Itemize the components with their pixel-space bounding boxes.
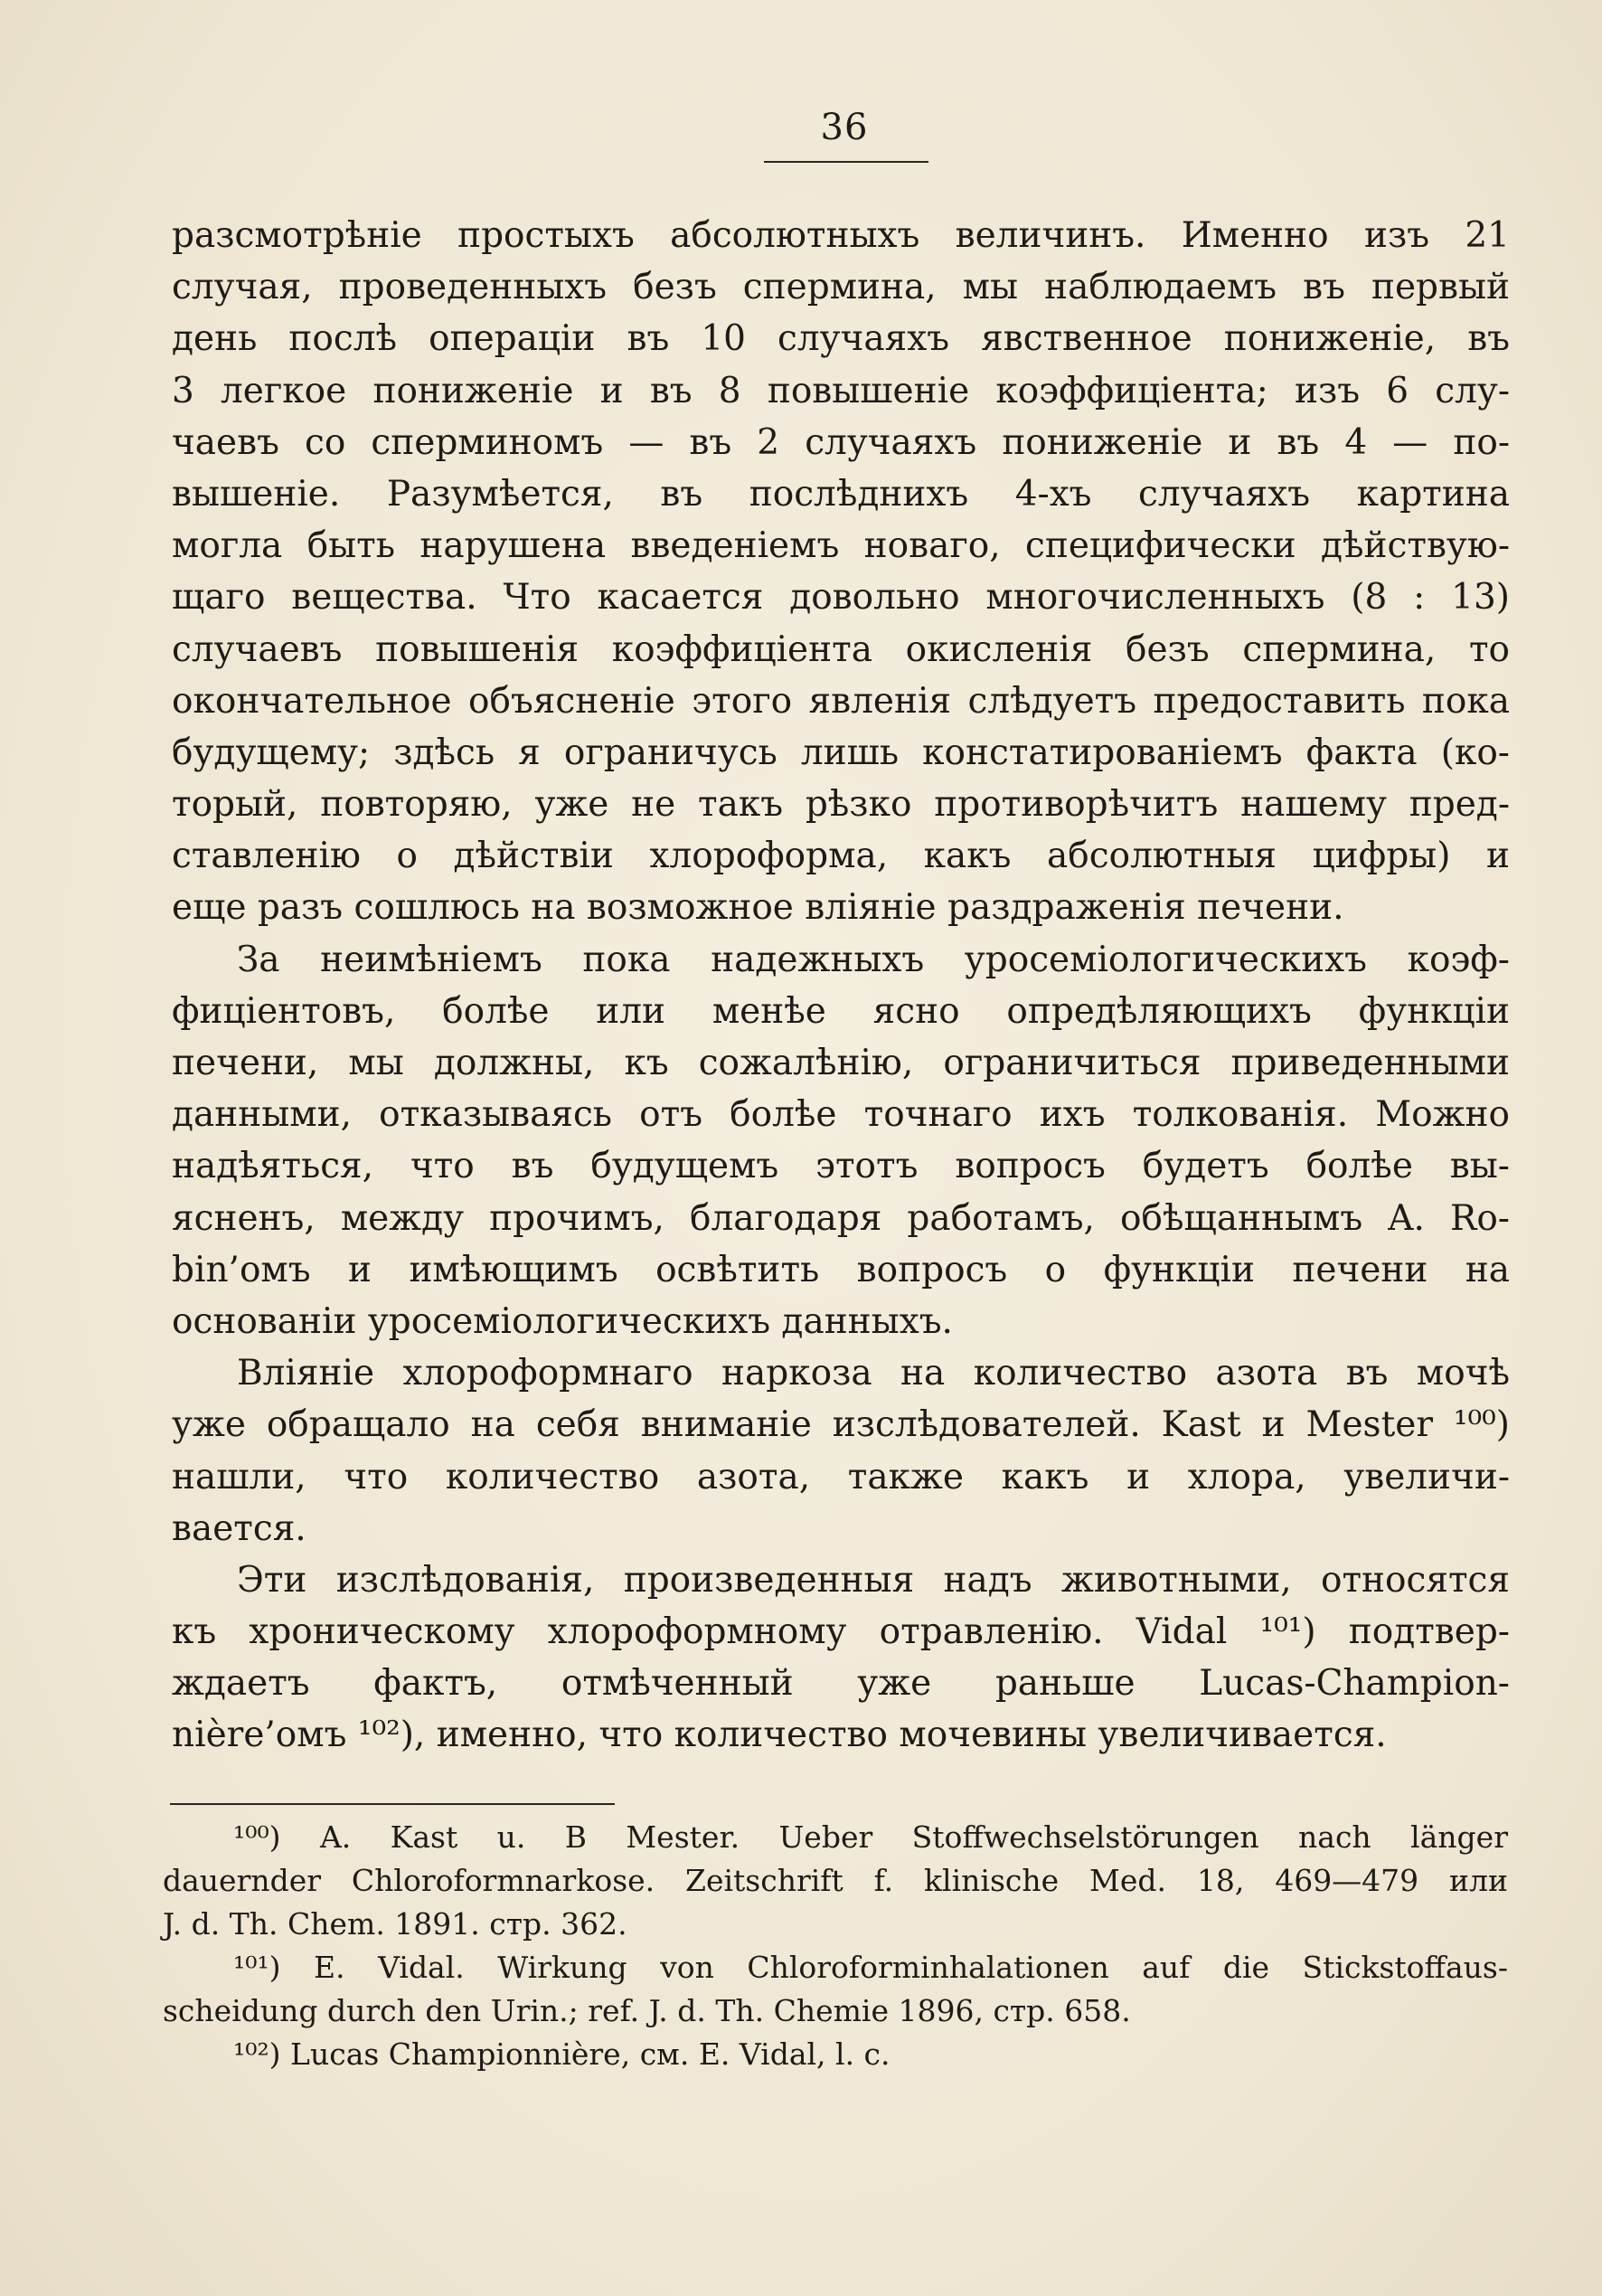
text-line: торый, повторяю, уже не такъ рѣзко противорѣчитъ нашему пред-: [172, 784, 1510, 826]
text-line: къ хроническому хлороформному отравленію. Vidal ¹⁰¹) подтвер-: [172, 1611, 1510, 1653]
text-line: нашли, что количество азота, также какъ и хлора, увеличи-: [172, 1456, 1510, 1498]
text-line: случая, проведенныхъ безъ спермина, мы наблюдаемъ въ первый: [172, 267, 1510, 308]
text-line: ясненъ, между прочимъ, благодаря работамъ, обѣщаннымъ A. Ro-: [172, 1197, 1510, 1239]
footnote-100: ¹⁰⁰) A. Kast u. B Mester. Ueber Stoffwechselstörungen nach länger: [233, 1819, 1508, 1855]
text-line: Вліяніе хлороформнаго наркоза на количество азота въ мочѣ: [237, 1353, 1510, 1394]
text-line: надѣяться, что въ будущемъ этотъ вопросъ будетъ болѣе вы-: [172, 1146, 1510, 1187]
footnote-101-cont: scheidung durch den Urin.; ref. J. d. Th. Chemie 1896, стр. 658.: [163, 1993, 1131, 2028]
footnote-rule: [170, 1803, 615, 1805]
text-line: еще разъ сошлюсь на возможное вліяніе раздраженія печени.: [172, 887, 1344, 929]
text-line: Эти изслѣдованія, произведенныя надъ животными, относятся: [237, 1559, 1510, 1601]
text-line: могла быть нарушена введеніемъ новаго, специфически дѣйствую-: [172, 525, 1510, 567]
text-line: вается.: [172, 1507, 306, 1549]
text-line: основаніи уросеміологическихъ данныхъ.: [172, 1300, 953, 1342]
main-text: [172, 210, 1510, 1762]
text-line: окончательное объясненіе этого явленія слѣдуетъ предоставить пока: [172, 680, 1510, 722]
text-line: будущему; здѣсь я ограничусь лишь констатированіемъ факта (ко-: [172, 732, 1510, 773]
text-line: разсмотрѣніе простыхъ абсолютныхъ величинъ. Именно изъ 21: [172, 215, 1510, 256]
text-line: фиціентовъ, болѣе или менѣе ясно опредѣляющихъ функціи: [172, 990, 1510, 1032]
footnote-102: ¹⁰²) Lucas Championnière, см. E. Vidal, l. c.: [233, 2036, 891, 2072]
footnote-100-cont: dauernder Chloroformnarkose. Zeitschrift f. klinische Med. 18, 469—479 или: [163, 1863, 1508, 1898]
text-line: случаевъ повышенія коэффиціента окисленія безъ спермина, то: [172, 628, 1510, 670]
page-number: 36: [820, 107, 869, 148]
text-line: bin’омъ и имѣющимъ освѣтить вопросъ о функціи печени на: [172, 1249, 1510, 1290]
text-line: чаевъ со сперминомъ — въ 2 случаяхъ пониженіе и въ 4 — по-: [172, 421, 1510, 463]
header-rule: [764, 161, 928, 163]
text-line: вышеніе. Разумѣется, въ послѣднихъ 4-хъ случаяхъ картина: [172, 473, 1510, 515]
text-line: печени, мы должны, къ сожалѣнію, ограничиться приведенными: [172, 1043, 1510, 1083]
text-line: уже обращало на себя вниманіе изслѣдователей. Kast и Mester ¹⁰⁰): [172, 1404, 1510, 1446]
text-line: 3 легкое пониженіе и въ 8 повышеніе коэффиціента; изъ 6 слу-: [172, 370, 1510, 411]
text-line: За неимѣніемъ пока надежныхъ уросеміологическихъ коэф-: [237, 939, 1510, 980]
footnote-101: ¹⁰¹) E. Vidal. Wirkung von Chloroforminhalationen auf die Stickstoffaus-: [233, 1950, 1508, 1985]
text-line: данными, отказываясь отъ болѣе точнаго ихъ толкованія. Можно: [172, 1094, 1510, 1136]
footnotes: [163, 1816, 1508, 2076]
text-line: nière’омъ ¹⁰²), именно, что количество мочевины увеличивается.: [172, 1715, 1387, 1756]
text-line: ставленію о дѣйствіи хлороформа, какъ абсолютныя цифры) и: [172, 836, 1510, 877]
footnote-100-cont: J. d. Th. Chem. 1891. стр. 362.: [163, 1906, 627, 1942]
text-line: ждаетъ фактъ, отмѣченный уже раньше Lucas-Champion-: [172, 1663, 1510, 1705]
text-line: щаго вещества. Что касается довольно многочисленныхъ (8 : 13): [172, 577, 1510, 619]
text-line: день послѣ операціи въ 10 случаяхъ явственное пониженіе, въ: [172, 318, 1510, 360]
